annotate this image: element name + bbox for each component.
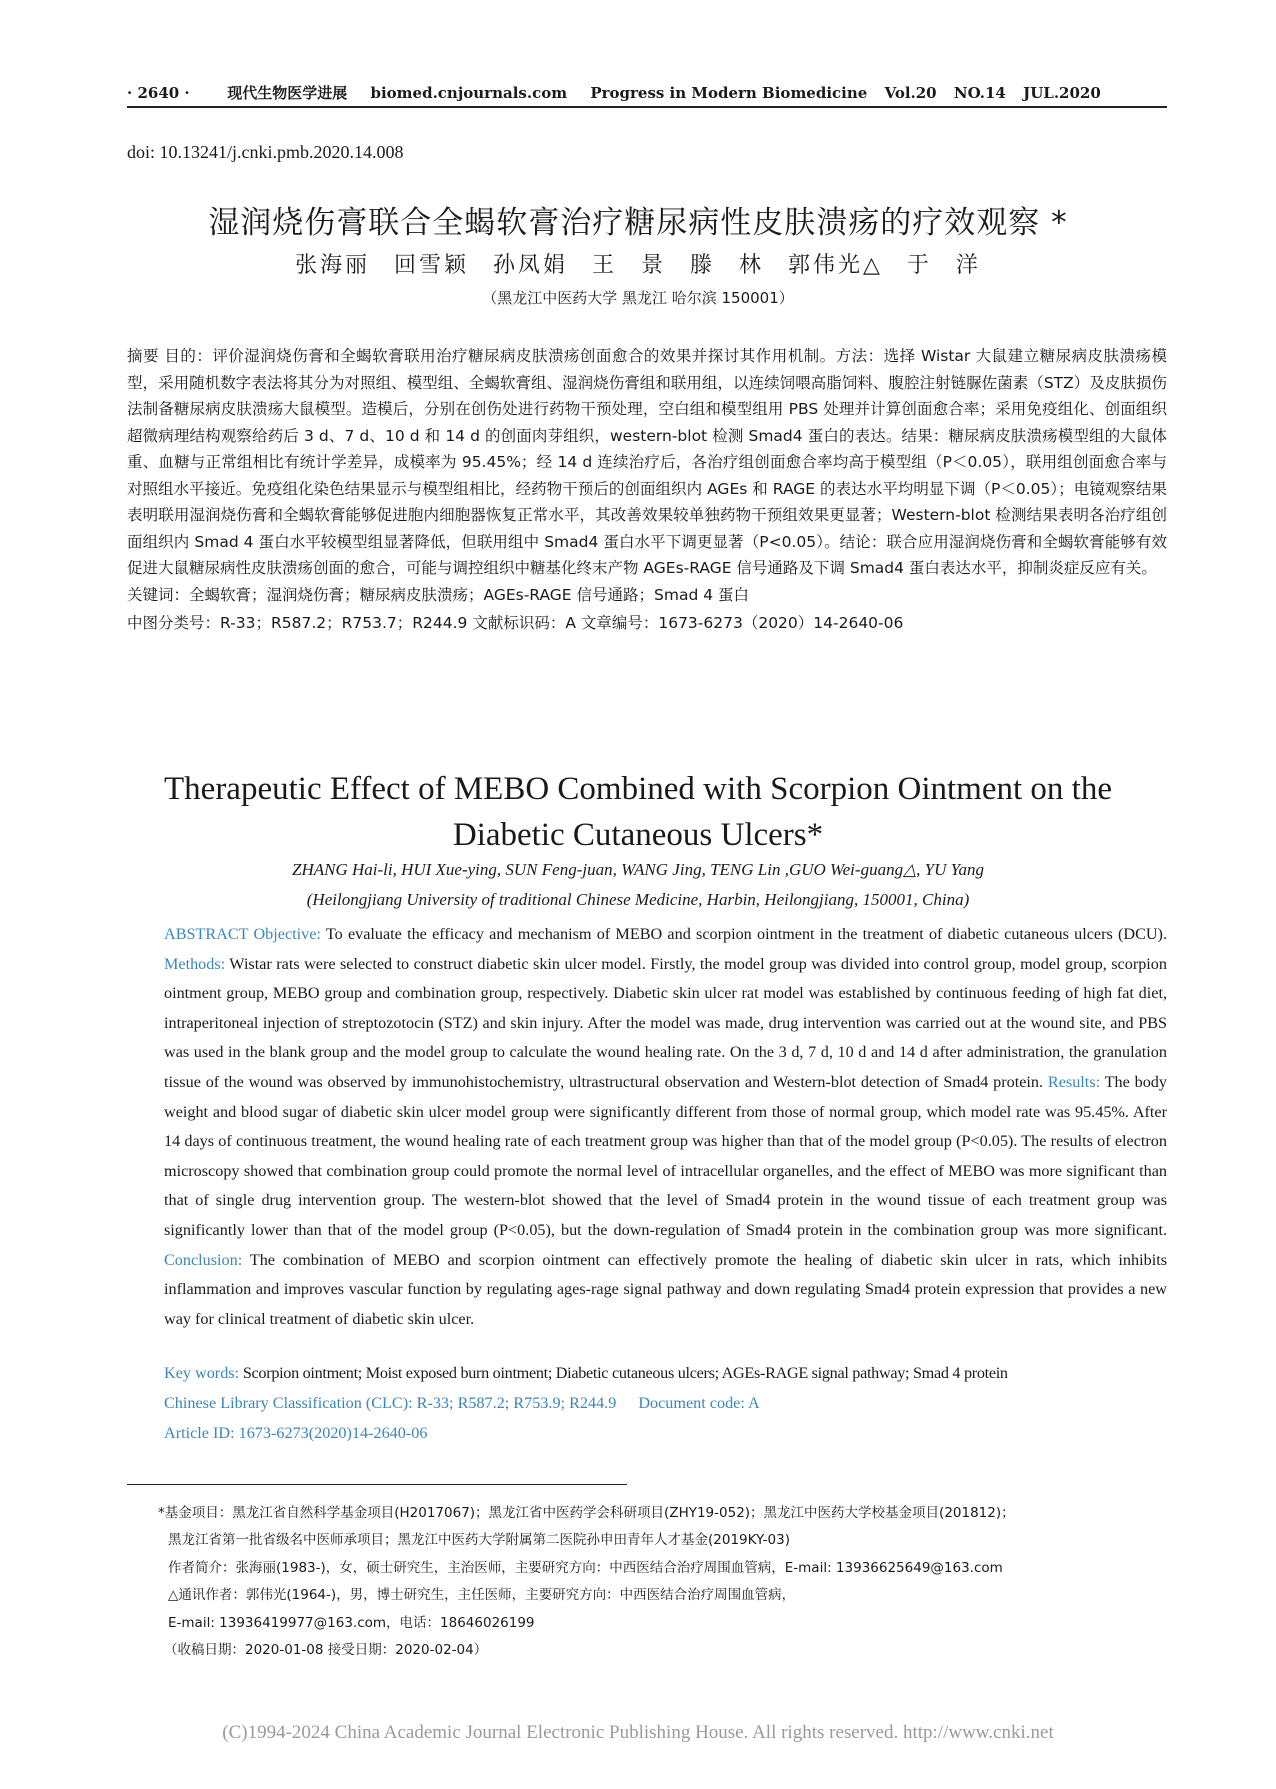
- running-header: [127, 82, 1167, 103]
- en-classification-line: [164, 1394, 1167, 1413]
- conclusion-text: The combination of MEBO and scorpion ointment can effectively promote the healing of diabetic skin ulcer in rats, which inhibits inflammation and improves vascular function by regulating ages-rage signal pathway and down regulating Smad4 protein expression that provides a new way for clinical treatment of diabetic skin ulcer.: [164, 1250, 1167, 1328]
- en-abstract: [127, 920, 1167, 1334]
- en-keywords-line: [164, 1364, 1167, 1383]
- en-affiliation: (Heilongjiang University of traditional Chinese Medicine, Harbin, Heilongjiang, 150001, China): [306, 890, 970, 909]
- en-title: [0, 766, 1276, 858]
- footnote-author: 作者简介：张海丽(1983-)，女，硕士研究生，主治医师，主要研究方向：中西医结合治疗周围血管病，E-mail: 13936625649@163.com: [168, 1559, 1003, 1576]
- doi[interactable]: doi: 10.13241/j.cnki.pmb.2020.14.008: [127, 142, 404, 162]
- label-objective: ABSTRACT Objective:: [164, 925, 321, 943]
- cn-affiliation: （黑龙江中医药大学 黑龙江 哈尔滨 150001）: [482, 289, 794, 307]
- en-article-id: Article ID: 1673-6273(2020)14-2640-06: [164, 1424, 428, 1442]
- copyright-notice: (C)1994-2024 China Academic Journal Electronic Publishing House. All rights reserved. http://www.cnki.net: [222, 1722, 1054, 1743]
- en-authors: ZHANG Hai-li, HUI Xue-ying, SUN Feng-juan, WANG Jing, TENG Lin ,GUO Wei-guang△, YU Yang: [291, 860, 985, 879]
- cn-abstract-block: [127, 343, 1167, 637]
- footnotes: [158, 1500, 1158, 1664]
- en-clc: Chinese Library Classification (CLC): R-33; R587.2; R753.9; R244.9: [164, 1394, 617, 1412]
- cn-keywords: 关键词：全蝎软膏；湿润烧伤膏；糖尿病皮肤溃疡；AGEs-RAGE 信号通路；Smad 4 蛋白: [127, 585, 750, 604]
- methods-text: Wistar rats were selected to construct diabetic skin ulcer model. Firstly, the model group was divided into control group, model group, scorpion ointment group, MEBO group and combination group, respectively. Diabetic skin ulcer rat model was established by continuous feeding of high fat diet, intraperitoneal injection of streptozotocin (STZ) and skin injury. After the model was made, drug intervention was carried out at the wound site, and PBS was used in the blank group and the model group to calculate the wound healing rate. On the 3 d, 7 d, 10 d and 14 d after administration, the granulation tissue of the wound was observed by immunohistochemistry, ultrastructural observation and Western-blot detection of Smad4 protein.: [164, 954, 1167, 1091]
- objective-text: To evaluate the efficacy and mechanism of MEBO and scorpion ointment in the treatment of diabetic cutaneous ulcers (DCU).: [320, 925, 1167, 943]
- footnote-corresponding: △通讯作者：郭伟光(1964-)，男，博士研究生，主任医师，主要研究方向：中西医结合治疗周围血管病，: [168, 1587, 796, 1604]
- cn-abstract: 摘要 目的：评价湿润烧伤膏和全蝎软膏联用治疗糖尿病皮肤溃疡创面愈合的效果并探讨其作用机制。方法：选择 Wistar 大鼠建立糖尿病皮肤溃疡模型，采用随机数字表法将其分为对照组、模型组、全蝎软膏组、湿润烧伤膏组和联用组，以连续饲喂高脂饲料、腹腔注射链脲佐菌素（STZ）及皮肤损伤法制备糖尿病皮肤溃疡大鼠模型。造模后，分别在创伤处进行药物干预处理，空白组和模型组用 PBS 处理并计算创面愈合率；采用免疫组化、创面组织超微病理结构观察给药后 3 d、7 d、10 d 和 14 d 的创面肉芽组织，western-blot 检测 Smad4 蛋白的表达。结果：糖尿病皮肤溃疡模型组的大鼠体重、血糖与正常组相比有统计学差异，成模率为 95.45%；经 14 d 连续治疗后，各治疗组创面愈合率均高于模型组（P＜0.05），联用组创面愈合率与对照组水平接近。免疫组化染色结果显示与模型组相比，经药物干预后的创面组织内 AGEs 和 RAGE 的表达水平均明显下调（P＜0.05）；电镜观察结果表明联用湿润烧伤膏和全蝎软膏能够促进胞内细胞器恢复正常水平，其改善效果较单独药物干预组效果更显著；Western-blot 检测结果表明各治疗组创面组织内 Smad 4 蛋白水平较模型组显著降低，但联用组中 Smad4 蛋白水平下调更显著（P<0.05）。结论：联合应用湿润烧伤膏和全蝎软膏能够有效促进大鼠糖尿病性皮肤溃疡创面的愈合，可能与调控组织中糖基化终末产物 AGEs-RAGE 信号通路及下调 Smad4 蛋白表达水平，抑制炎症反应有关。: [127, 347, 1167, 577]
- en-abstract-block: [127, 920, 1167, 1334]
- cn-classification: 中图分类号：R-33；R587.2；R753.7；R244.9 文献标识码：A 文章编号：1673-6273（2020）14-2640-06: [127, 614, 904, 632]
- footnote-contact: E-mail: 13936419977@163.com，电话：18646026199: [168, 1614, 535, 1631]
- en-doc-code: Document code: A: [638, 1394, 760, 1412]
- footnote-funding: *基金项目：黑龙江省自然科学基金项目(H2017067)；黑龙江省中医药学会科研项目(ZHY19-052)；黑龙江中医药大学校基金项目(201812)；: [158, 1505, 1015, 1521]
- journal-date: JUL.2020: [1023, 84, 1101, 102]
- footnote-funding-cont: 黑龙江省第一批省级名中医师承项目；黑龙江中医药大学附属第二医院孙申田青年人才基金(2019KY-03): [168, 1532, 790, 1549]
- label-conclusion: Conclusion:: [164, 1250, 243, 1269]
- label-results: Results:: [1047, 1072, 1101, 1091]
- footnote-dates: （收稿日期：2020-01-08 接受日期：2020-02-04）: [164, 1642, 488, 1659]
- journal-en: Progress in Modern Biomedicine: [590, 84, 868, 102]
- en-title-line1: Therapeutic Effect of MEBO Combined with Scorpion Ointment on the: [164, 771, 1112, 807]
- results-text: The body weight and blood sugar of diabetic skin ulcer model group were significantly different from those of normal group, which model rate was 95.45%. After 14 days of continuous treatment, the wound healing rate of each treatment group was higher than that of the model group (P<0.05). The results of electron microscopy showed that combination group could promote the normal level of intracellular organelles, and the effect of MEBO was more significant than that of single drug intervention group. The western-blot showed that the level of Smad4 protein in the wound tissue of each treatment group was significantly lower than that of the model group (P<0.05), but the down-regulation of Smad4 protein in the combination group was more significant.: [164, 1072, 1167, 1239]
- page-number: · 2640 ·: [127, 84, 190, 102]
- cn-authors: 张海丽 回雪颖 孙凤娟 王 景 滕 林 郭伟光△ 于 洋: [295, 253, 981, 278]
- footnote-rule: [127, 1484, 627, 1485]
- en-keywords: Scorpion ointment; Moist exposed burn ointment; Diabetic cutaneous ulcers; AGEs-RAGE signal pathway; Smad 4 protein: [239, 1364, 1008, 1382]
- cn-title: 湿润烧伤膏联合全蝎软膏治疗糖尿病性皮肤溃疡的疗效观察 *: [208, 205, 1068, 241]
- en-title-line2: Diabetic Cutaneous Ulcers*: [452, 817, 824, 853]
- header-rule: [127, 106, 1167, 108]
- journal-cn: 现代生物医学进展: [227, 84, 348, 102]
- journal-website[interactable]: biomed.cnjournals.com: [370, 84, 568, 102]
- label-methods: Methods:: [164, 954, 226, 973]
- journal-volume: Vol.20: [884, 84, 937, 102]
- label-keywords: Key words:: [164, 1364, 240, 1382]
- journal-issue: NO.14: [953, 84, 1006, 102]
